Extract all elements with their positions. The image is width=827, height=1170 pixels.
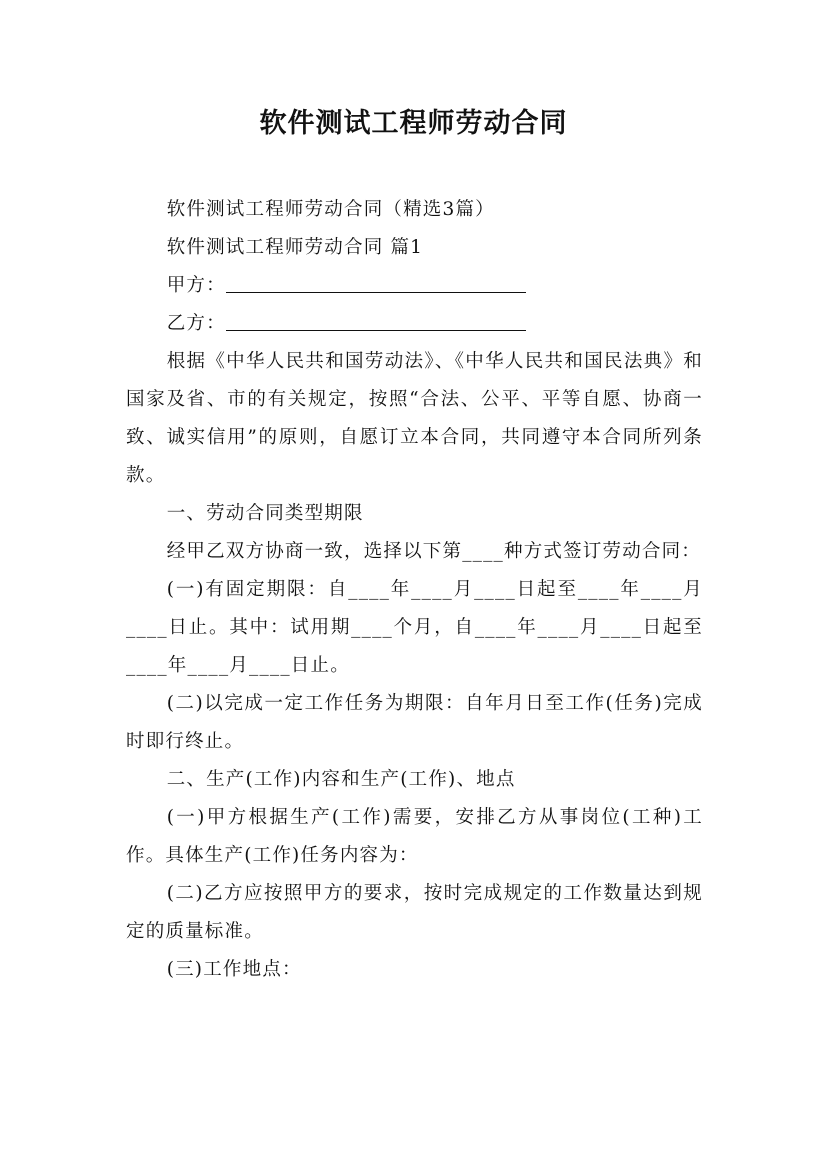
party-a-label: 甲方： [166, 275, 226, 296]
body-paragraph: (一)有固定期限：自____年____月____日起至____年____月____日止。其中：试用期____个月，自____年____月____日起至____年____月____日止。 [126, 579, 703, 676]
subtitle-line: 软件测试工程师劳动合同（精选3篇） [166, 199, 495, 220]
document-title: 软件测试工程师劳动合同 [259, 108, 568, 139]
document-body [126, 191, 703, 989]
clause-heading: 二、生产(工作)内容和生产(工作)、地点 [166, 769, 516, 790]
body-paragraph: 经甲乙双方协商一致，选择以下第____种方式签订劳动合同： [166, 541, 701, 562]
body-paragraph: (三)工作地点： [166, 959, 302, 980]
party-b-label: 乙方： [166, 313, 226, 334]
party-b-blank [226, 312, 526, 332]
body-paragraph: (一)甲方根据生产(工作)需要，安排乙方从事岗位(工种)工作。具体生产(工作)任务内容为： [126, 807, 703, 866]
section-heading: 软件测试工程师劳动合同 篇1 [166, 237, 424, 258]
party-a-blank [226, 274, 526, 294]
party-a-line [126, 267, 703, 305]
body-paragraph: (二)以完成一定工作任务为期限：自年月日至工作(任务)完成时即行终止。 [126, 693, 703, 752]
party-b-line [126, 305, 703, 343]
body-paragraph: 根据《中华人民共和国劳动法》、《中华人民共和国民法典》和国家及省、市的有关规定，按照“合法、公平、平等自愿、协商一致、诚实信用”的原则，自愿订立本合同，共同遵守本合同所列条款。 [126, 351, 703, 486]
body-paragraph: (二)乙方应按照甲方的要求，按时完成规定的工作数量达到规定的质量标准。 [126, 883, 703, 942]
clause-heading: 一、劳动合同类型期限 [166, 503, 364, 524]
